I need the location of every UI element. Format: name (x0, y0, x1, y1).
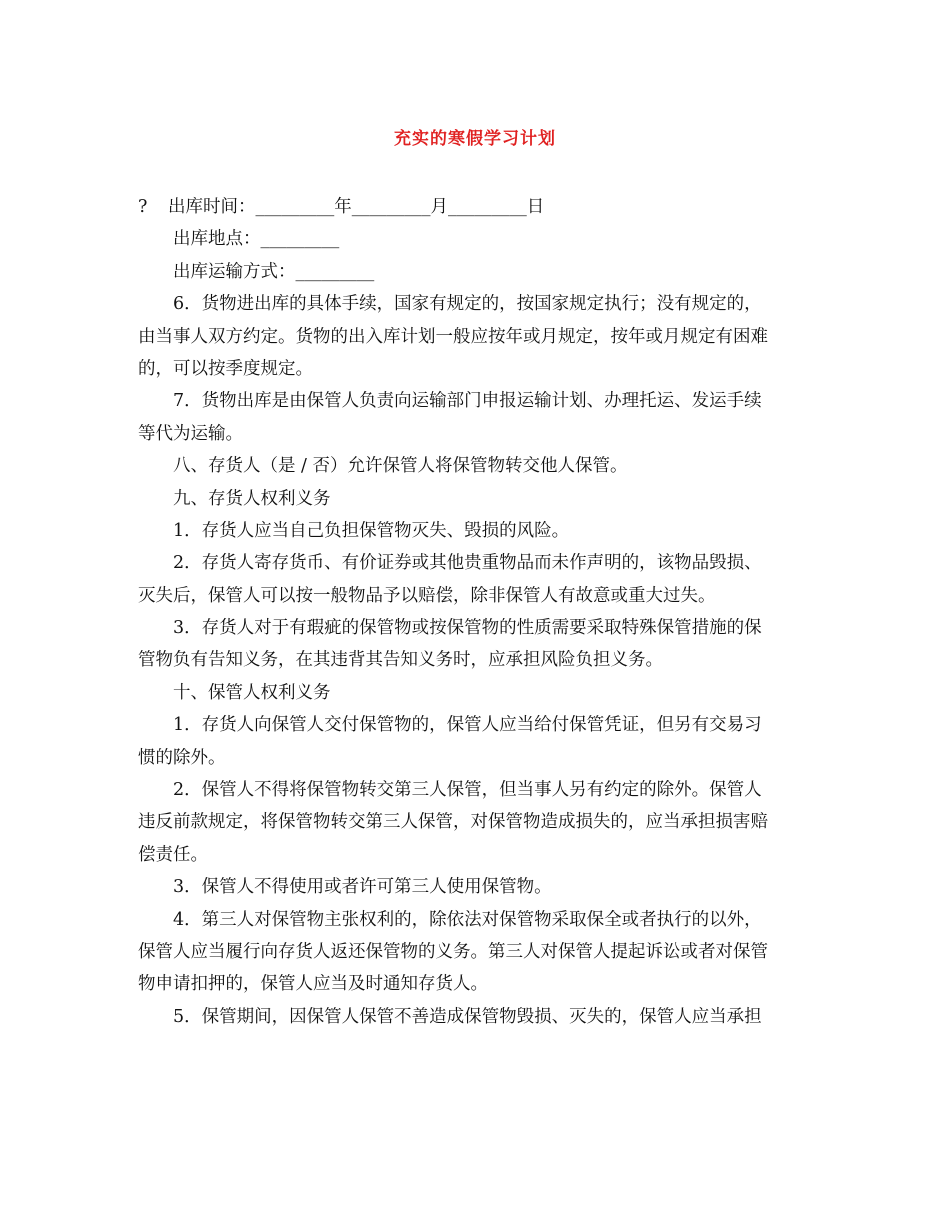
line-text: 出库运输方式：_________ (173, 261, 375, 282)
line-text: 2．保管人不得将保管物转交第三人保管，但当事人另有约定的除外。保管人 (173, 780, 762, 801)
text-line (138, 385, 813, 417)
line-text: 十、保管人权利义务 (173, 682, 331, 703)
line-text: 5．保管期间，因保管人保管不善造成保管物毁损、灭失的，保管人应当承担 (173, 1006, 762, 1027)
line-text: 八、存货人（是 / 否）允许保管人将保管物转交他人保管。 (173, 456, 628, 477)
line-text: 出库地点：_________ (173, 229, 340, 250)
text-line (138, 223, 813, 255)
line-text: 2．存货人寄存货币、有价证券或其他贵重物品而未作声明的，该物品毁损、 (173, 553, 762, 574)
text-line (138, 256, 813, 288)
text-line (138, 644, 813, 676)
text-line (138, 742, 813, 774)
text-line (138, 288, 813, 320)
line-text: 等代为运输。 (138, 423, 243, 444)
text-line (138, 483, 813, 515)
bullet-marker: ? (138, 197, 148, 217)
text-line (138, 321, 813, 353)
line-text: 6．货物进出库的具体手续，国家有规定的，按国家规定执行；没有规定的， (173, 294, 762, 315)
line-text: 3．存货人对于有瑕疵的保管物或按保管物的性质需要采取特殊保管措施的保 (173, 618, 762, 639)
text-line (138, 871, 813, 903)
text-line (138, 774, 813, 806)
text-line (138, 353, 813, 385)
line-text: 偿责任。 (138, 844, 208, 865)
text-line (138, 806, 813, 838)
line-text: 保管人应当履行向存货人返还保管物的义务。第三人对保管人提起诉讼或者对保管 (138, 941, 768, 962)
line-text: 3．保管人不得使用或者许可第三人使用保管物。 (173, 877, 552, 898)
text-line (138, 709, 813, 741)
line-text: 出库时间：_________年_________月_________日 (168, 197, 545, 217)
line-text: 九、存货人权利义务 (173, 488, 331, 509)
line-text: 4．第三人对保管物主张权利的，除依法对保管物采取保全或者执行的以外， (173, 909, 762, 930)
text-line (138, 191, 813, 223)
line-text: 由当事人双方约定。货物的出入库计划一般应按年或月规定，按年或月规定有困难 (138, 326, 768, 347)
text-line (138, 1001, 813, 1033)
line-text: 的，可以按季度规定。 (138, 358, 313, 379)
document-title: 充实的寒假学习计划 (394, 129, 556, 149)
line-text: 灭失后，保管人可以按一般物品予以赔偿，除非保管人有故意或重大过失。 (138, 585, 716, 606)
line-text: 7．货物出库是由保管人负责向运输部门申报运输计划、办理托运、发运手续 (173, 391, 762, 412)
line-text: 违反前款规定，将保管物转交第三人保管，对保管物造成损失的，应当承担损害赔 (138, 812, 768, 833)
text-line (138, 580, 813, 612)
text-line (138, 450, 813, 482)
text-line (138, 839, 813, 871)
line-text: 1．存货人向保管人交付保管物的，保管人应当给付保管凭证，但另有交易习 (173, 715, 762, 736)
text-line (138, 612, 813, 644)
line-text: 惯的除外。 (138, 747, 226, 768)
text-line (138, 418, 813, 450)
line-text: 1．存货人应当自己负担保管物灭失、毁损的风险。 (173, 520, 570, 541)
document-body (138, 191, 813, 1033)
line-text: 管物负有告知义务，在其违背其告知义务时，应承担风险负担义务。 (138, 650, 663, 671)
text-line (138, 515, 813, 547)
text-line (138, 936, 813, 968)
text-line (138, 904, 813, 936)
text-line (138, 547, 813, 579)
text-line (138, 968, 813, 1000)
text-line (138, 677, 813, 709)
line-text: 物申请扣押的，保管人应当及时通知存货人。 (138, 974, 488, 995)
